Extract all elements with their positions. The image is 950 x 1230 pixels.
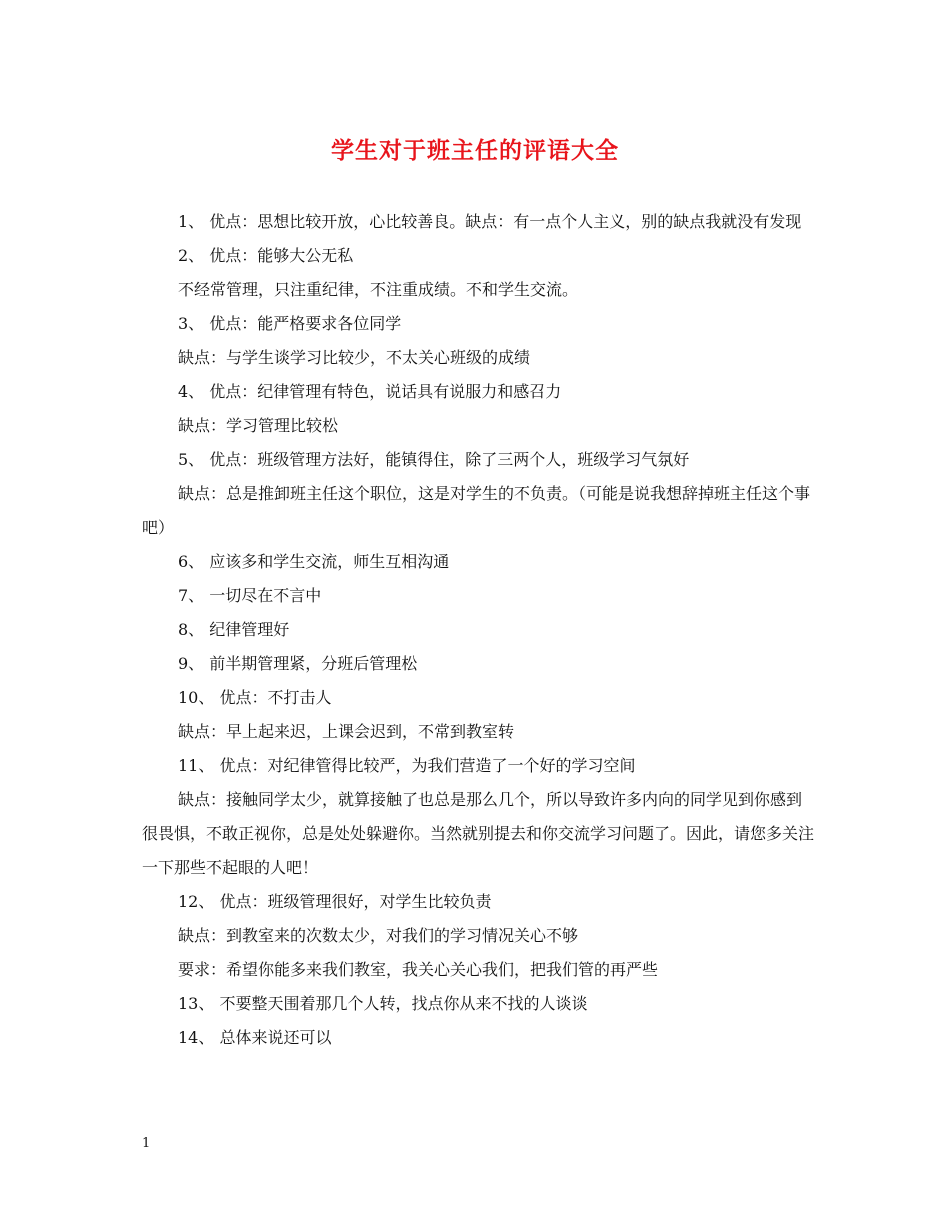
document-title: 学生对于班主任的评语大全 <box>331 137 619 164</box>
paragraph: 12、 优点：班级管理很好，对学生比较负责 <box>178 892 492 911</box>
paragraph: 7、 一切尽在不言中 <box>178 586 322 605</box>
paragraph: 缺点：到教室来的次数太少，对我们的学习情况关心不够 <box>178 926 579 945</box>
paragraph: 缺点：学习管理比较松 <box>178 416 339 435</box>
paragraph: 8、 纪律管理好 <box>178 620 290 639</box>
paragraph: 缺点：早上起来迟，上课会迟到，不常到教室转 <box>178 722 515 741</box>
paragraph: 3、 优点：能严格要求各位同学 <box>178 314 402 333</box>
paragraph: 11、 优点：对纪律管得比较严，为我们营造了一个好的学习空间 <box>178 756 636 775</box>
document-body <box>142 205 814 1055</box>
paragraph: 缺点：总是推卸班主任这个职位，这是对学生的不负责。（可能是说我想辞掉班主任这个事吧） <box>142 484 811 537</box>
paragraph: 10、 优点：不打击人 <box>178 688 332 707</box>
paragraph: 6、 应该多和学生交流，师生互相沟通 <box>178 552 450 571</box>
paragraph: 4、 优点：纪律管理有特色，说话具有说服力和感召力 <box>178 382 562 401</box>
paragraph: 缺点：接触同学太少，就算接触了也总是那么几个，所以导致许多内向的同学见到你感到很畏惧，不敢正视你，总是处处躲避你。当然就别提去和你交流学习问题了。因此，请您多关注一下那些不起眼的人吧！ <box>142 790 815 877</box>
paragraph: 5、 优点：班级管理方法好，能镇得住，除了三两个人，班级学习气氛好 <box>178 450 690 469</box>
page-number: 1 <box>142 1136 151 1151</box>
paragraph: 13、 不要整天围着那几个人转，找点你从来不找的人谈谈 <box>178 994 588 1013</box>
paragraph: 不经常管理，只注重纪律，不注重成绩。不和学生交流。 <box>178 280 579 299</box>
paragraph: 14、 总体来说还可以 <box>178 1028 332 1047</box>
paragraph: 1、 优点：思想比较开放，心比较善良。缺点：有一点个人主义，别的缺点我就没有发现 <box>178 212 802 231</box>
paragraph: 2、 优点：能够大公无私 <box>178 246 354 265</box>
paragraph: 要求：希望你能多来我们教室，我关心关心我们，把我们管的再严些 <box>178 960 659 979</box>
paragraph: 9、 前半期管理紧，分班后管理松 <box>178 654 418 673</box>
paragraph: 缺点：与学生谈学习比较少，不太关心班级的成绩 <box>178 348 531 367</box>
